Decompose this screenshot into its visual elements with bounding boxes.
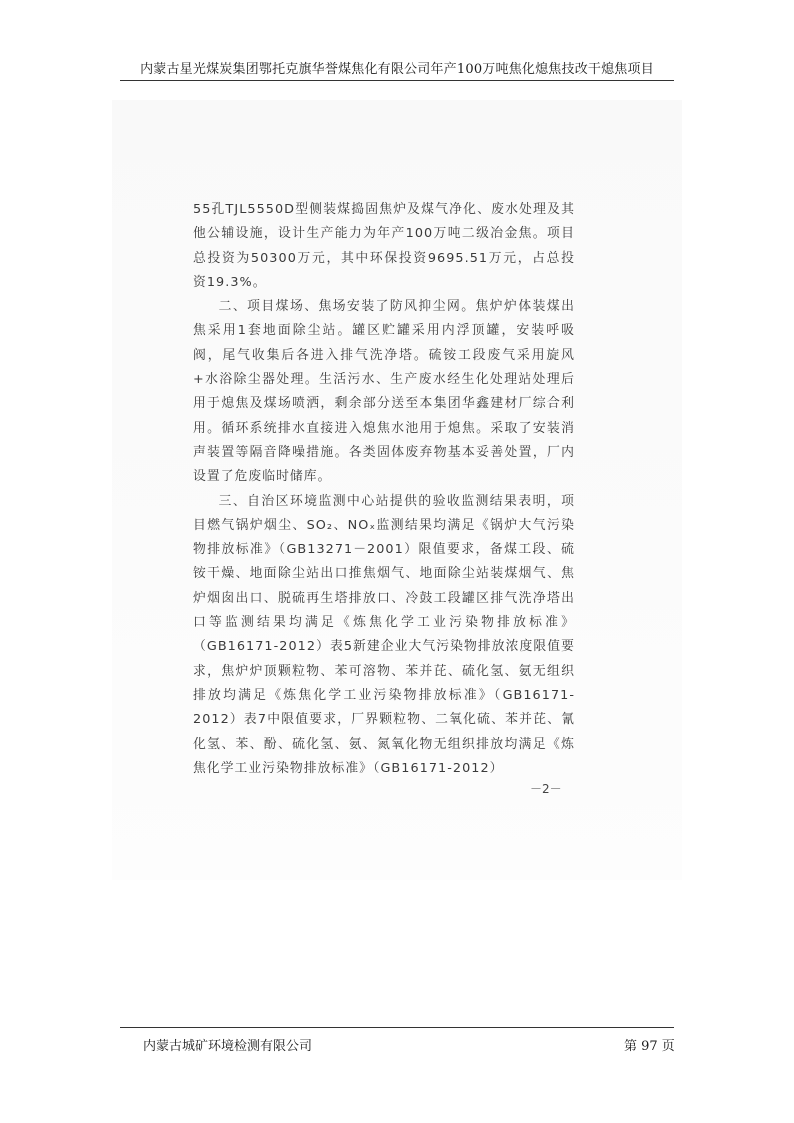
footer-page-number: 第 97 页: [624, 1039, 675, 1054]
paragraph-2: 二、项目煤场、焦场安装了防风抑尘网。焦炉炉体装煤出焦采用1套地面除尘站。罐区贮罐采用内浮顶罐，安装呼吸阀，尾气收集后各进入排气洗净塔。硫铵工段废气采用旋风+水浴除尘器处理。生活污水、生产废水经生化处理站处理后用于熄焦及煤场喷洒，剩余部分送至本集团华鑫建材厂综合利用。循环系统排水直接进入熄焦水池用于熄焦。采取了安装消声装置等隔音降噪措施。各类固体废弃物基本妥善处置，厂内设置了危废临时储库。: [193, 299, 575, 485]
footer-company: 内蒙古城矿环境检测有限公司: [143, 1039, 313, 1054]
inner-page-number: －2－: [530, 782, 562, 796]
header-divider: [120, 80, 674, 81]
paragraph-3: 三、自治区环境监测中心站提供的验收监测结果表明，项目燃气锅炉烟尘、SO₂、NOₓ监测结果均满足《锅炉大气污染物排放标准》（GB13271－2001）限值要求，备煤工段、硫铵干燥、地面除尘站出口推焦烟气、地面除尘站装煤烟气、焦炉烟囱出口、脱硫再生塔排放口、冷鼓工段罐区排气洗净塔出口等监测结果均满足《炼焦化学工业污染物排放标准》（GB16171-2012）表5新建企业大气污染物排放浓度限值要求，焦炉炉顶颗粒物、苯可溶物、苯并芘、硫化氢、氨无组织排放均满足《炼焦化学工业污染物排放标准》（GB16171-2012）表7中限值要求，厂界颗粒物、二氧化硫、苯并芘、氰化氢、苯、酚、硫化氢、氨、氮氧化物无组织排放均满足《炼焦化学工业污染物排放标准》（GB16171-2012）: [193, 493, 575, 776]
footer-divider: [120, 1027, 674, 1028]
document-body: [193, 198, 575, 781]
paragraph-1: 55孔TJL5550D型侧装煤捣固焦炉及煤气净化、废水处理及其他公辅设施，设计生产能力为年产100万吨二级冶金焦。项目总投资为50300万元，其中环保投资9695.51万元，占总投资19.3%。: [193, 202, 575, 290]
page-header: 内蒙古星光煤炭集团鄂托克旗华誉煤焦化有限公司年产100万吨焦化熄焦技改干熄焦项目: [140, 62, 654, 77]
